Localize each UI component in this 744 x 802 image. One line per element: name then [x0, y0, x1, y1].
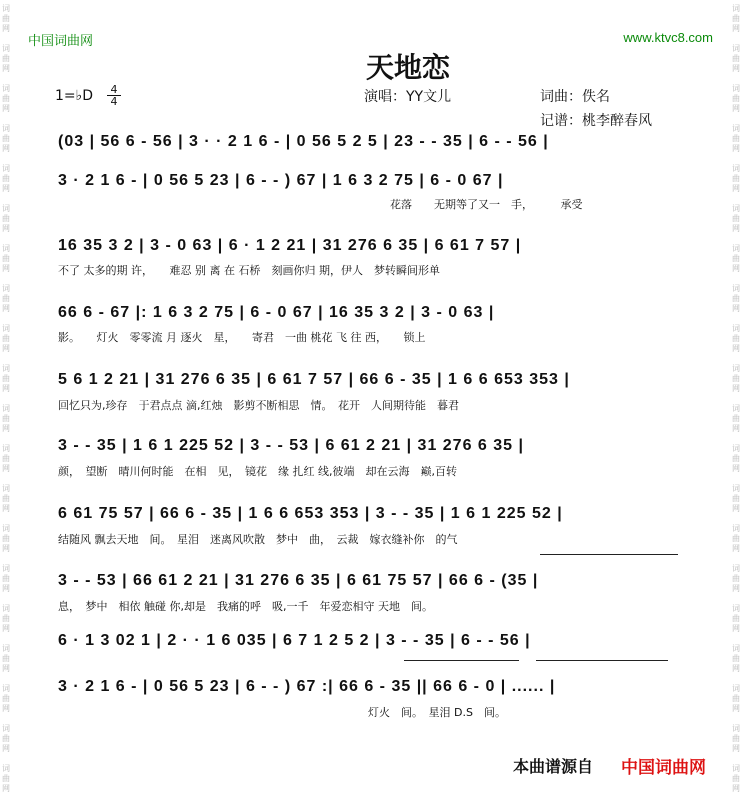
- watermark-char: 网: [732, 504, 740, 513]
- watermark-group: [2, 484, 12, 514]
- watermark-char: 曲: [732, 574, 740, 583]
- watermark-char: 网: [2, 104, 10, 113]
- watermark-char: 曲: [732, 374, 740, 383]
- watermark-group: [732, 124, 742, 154]
- watermark-char: 网: [732, 624, 740, 633]
- watermark-char: 曲: [732, 534, 740, 543]
- watermark-group: [2, 644, 12, 674]
- score-line-8-lyrics: 息， 梦中 相依 触碰 你,却是 我痛的呼 吸,一千 年爱恋相守 天地 间。: [58, 600, 433, 613]
- watermark-char: 网: [2, 704, 10, 713]
- watermark-char: 网: [2, 584, 10, 593]
- score-line-2-lyrics: 花落 无期等了又一 手， 承受: [390, 198, 583, 211]
- watermark-group: [732, 604, 742, 634]
- watermark-char: 网: [732, 264, 740, 273]
- watermark-group: [732, 644, 742, 674]
- watermark-char: 词: [732, 404, 740, 413]
- watermark-char: 网: [2, 224, 10, 233]
- watermark-char: 词: [2, 364, 10, 373]
- watermark-group: [2, 164, 12, 194]
- watermark-char: 曲: [732, 54, 740, 63]
- watermark-char: 曲: [2, 174, 10, 183]
- watermark-char: 词: [732, 84, 740, 93]
- watermark-char: 网: [2, 784, 10, 793]
- watermark-char: 词: [2, 284, 10, 293]
- watermark-group: [732, 204, 742, 234]
- watermark-char: 曲: [732, 214, 740, 223]
- watermark-group: [732, 164, 742, 194]
- watermark-group: [732, 244, 742, 274]
- watermark-char: 词: [732, 204, 740, 213]
- left-watermark: [2, 0, 12, 794]
- singer: 演唱：YY文儿: [364, 89, 452, 105]
- watermark-group: [2, 444, 12, 474]
- watermark-char: 网: [2, 744, 10, 753]
- score-line-6-notes: 3 - - 35 | 1 6 1 225 52 | 3 - - 53 | 6 61 2 21 | 31 276 6 35 |: [58, 437, 524, 454]
- watermark-char: 曲: [2, 134, 10, 143]
- watermark-char: 网: [732, 64, 740, 73]
- watermark-char: 网: [732, 424, 740, 433]
- key-signature: 1=♭D: [55, 88, 94, 104]
- watermark-char: 网: [2, 624, 10, 633]
- watermark-char: 曲: [2, 574, 10, 583]
- watermark-char: 曲: [2, 494, 10, 503]
- watermark-char: 词: [732, 364, 740, 373]
- watermark-char: 网: [732, 224, 740, 233]
- footer-source-label: 本曲谱源自: [513, 757, 594, 776]
- watermark-char: 词: [732, 44, 740, 53]
- watermark-group: [2, 284, 12, 314]
- watermark-char: 曲: [732, 614, 740, 623]
- score-line-1-notes: (03 | 56 6 - 56 | 3 · · 2 1 6 - | 0 56 5 2 5 | 23 - - 35 | 6 - - 56 |: [58, 133, 549, 150]
- watermark-char: 词: [732, 684, 740, 693]
- score-line-6-lyrics: 颜， 望断 晴川何时能 在相 见， 镜花 缘 扎红 线,彼端 却在云海 巅,百转: [58, 465, 457, 478]
- score-line-2-notes: 3 · 2 1 6 - | 0 56 5 23 | 6 - - ) 67 | 1 6 3 2 75 | 6 - 0 67 |: [58, 172, 504, 189]
- watermark-char: 网: [732, 704, 740, 713]
- watermark-char: 网: [2, 24, 10, 33]
- watermark-char: 网: [732, 184, 740, 193]
- watermark-char: 词: [2, 724, 10, 733]
- watermark-char: 词: [2, 764, 10, 773]
- watermark-char: 曲: [732, 254, 740, 263]
- watermark-group: [732, 524, 742, 554]
- watermark-char: 词: [732, 644, 740, 653]
- watermark-group: [732, 764, 742, 794]
- score-line-4-notes: 66 6 - 67 |: 1 6 3 2 75 | 6 - 0 67 | 16 35 3 2 | 3 - 0 63 |: [58, 304, 495, 321]
- score-line-3-notes: 16 35 3 2 | 3 - 0 63 | 6 · 1 2 21 | 31 276 6 35 | 6 61 7 57 |: [58, 237, 522, 254]
- watermark-char: 词: [732, 564, 740, 573]
- watermark-char: 曲: [732, 734, 740, 743]
- score-line-3-lyrics: 不了 太多的期 许， 难忍 别 离 在 石桥 刻画你归 期，伊人 梦转瞬间形单: [58, 264, 440, 277]
- watermark-char: 网: [2, 64, 10, 73]
- watermark-char: 曲: [732, 494, 740, 503]
- watermark-char: 曲: [2, 94, 10, 103]
- watermark-char: 曲: [2, 454, 10, 463]
- watermark-char: 词: [2, 644, 10, 653]
- watermark-char: 网: [2, 424, 10, 433]
- song-title: 天地恋: [366, 51, 451, 84]
- watermark-char: 词: [2, 404, 10, 413]
- watermark-group: [2, 84, 12, 114]
- watermark-char: 词: [732, 604, 740, 613]
- watermark-group: [732, 444, 742, 474]
- watermark-char: 词: [732, 444, 740, 453]
- watermark-char: 词: [732, 764, 740, 773]
- watermark-char: 曲: [2, 414, 10, 423]
- time-signature: [107, 84, 121, 107]
- score-line-5-lyrics: 回忆只为,珍存 于君点点 滴,红烛 影剪不断相思 情。 花开 人间期待能 暮君: [58, 399, 459, 412]
- watermark-char: 网: [732, 384, 740, 393]
- watermark-char: 曲: [2, 374, 10, 383]
- watermark-char: 曲: [2, 334, 10, 343]
- watermark-char: 网: [732, 784, 740, 793]
- watermark-group: [2, 244, 12, 274]
- score-line-9-notes: 6 · 1 3 02 1 | 2 · · 1 6 035 | 6 7 1 2 5 2 | 3 - - 35 | 6 - - 56 |: [58, 632, 531, 649]
- watermark-group: [732, 484, 742, 514]
- watermark-char: 网: [732, 304, 740, 313]
- watermark-group: [732, 364, 742, 394]
- watermark-char: 曲: [732, 94, 740, 103]
- volta-bracket-3: [536, 660, 668, 661]
- right-watermark: [732, 0, 742, 794]
- watermark-char: 词: [732, 324, 740, 333]
- watermark-char: 曲: [732, 654, 740, 663]
- watermark-char: 网: [2, 184, 10, 193]
- volta-bracket-2: [404, 660, 519, 661]
- watermark-char: 词: [2, 204, 10, 213]
- composer: 词曲：佚名: [540, 89, 610, 105]
- time-bottom: 4: [110, 95, 118, 108]
- watermark-char: 曲: [732, 414, 740, 423]
- watermark-char: 网: [732, 544, 740, 553]
- watermark-group: [2, 124, 12, 154]
- watermark-char: 词: [2, 84, 10, 93]
- watermark-group: [732, 404, 742, 434]
- watermark-char: 曲: [2, 54, 10, 63]
- score-line-10-lyrics: 灯火 间。 星泪 D.S 间。: [368, 706, 506, 719]
- time-top: 4: [107, 84, 121, 96]
- watermark-group: [732, 724, 742, 754]
- watermark-char: 词: [2, 4, 10, 13]
- watermark-char: 词: [732, 484, 740, 493]
- watermark-char: 词: [2, 44, 10, 53]
- watermark-char: 网: [732, 24, 740, 33]
- site-url[interactable]: www.ktvc8.com: [623, 30, 713, 45]
- watermark-char: 词: [732, 524, 740, 533]
- watermark-char: 词: [732, 284, 740, 293]
- watermark-char: 曲: [2, 14, 10, 23]
- watermark-char: 曲: [732, 134, 740, 143]
- watermark-char: 曲: [732, 334, 740, 343]
- watermark-char: 曲: [2, 254, 10, 263]
- watermark-char: 曲: [732, 774, 740, 783]
- watermark-char: 网: [2, 384, 10, 393]
- watermark-group: [732, 684, 742, 714]
- watermark-char: 词: [2, 444, 10, 453]
- watermark-char: 词: [2, 684, 10, 693]
- watermark-group: [2, 524, 12, 554]
- watermark-group: [2, 404, 12, 434]
- watermark-char: 词: [2, 564, 10, 573]
- transcriber: 记谱：桃李醉春风: [540, 113, 652, 129]
- watermark-group: [732, 284, 742, 314]
- watermark-char: 网: [2, 344, 10, 353]
- watermark-char: 词: [2, 524, 10, 533]
- watermark-char: 网: [2, 144, 10, 153]
- score-line-8-notes: 3 - - 53 | 66 61 2 21 | 31 276 6 35 | 6 61 75 57 | 66 6 - (35 |: [58, 572, 539, 589]
- watermark-char: 词: [732, 244, 740, 253]
- watermark-group: [2, 764, 12, 794]
- watermark-group: [2, 44, 12, 74]
- watermark-char: 网: [2, 504, 10, 513]
- watermark-char: 词: [2, 244, 10, 253]
- watermark-char: 曲: [732, 174, 740, 183]
- watermark-char: 曲: [2, 294, 10, 303]
- watermark-char: 网: [732, 104, 740, 113]
- watermark-group: [732, 84, 742, 114]
- watermark-char: 网: [2, 664, 10, 673]
- watermark-char: 曲: [2, 694, 10, 703]
- watermark-group: [732, 44, 742, 74]
- watermark-group: [2, 204, 12, 234]
- score-line-10-notes: 3 · 2 1 6 - | 0 56 5 23 | 6 - - ) 67 :| 66 6 - 35 || 66 6 - 0 | ...... |: [58, 678, 556, 695]
- watermark-group: [2, 4, 12, 34]
- watermark-char: 曲: [732, 694, 740, 703]
- watermark-char: 网: [2, 264, 10, 273]
- watermark-char: 词: [2, 324, 10, 333]
- watermark-char: 曲: [2, 614, 10, 623]
- watermark-group: [732, 4, 742, 34]
- watermark-char: 曲: [2, 534, 10, 543]
- watermark-char: 曲: [2, 774, 10, 783]
- watermark-char: 词: [732, 724, 740, 733]
- watermark-group: [2, 564, 12, 594]
- watermark-group: [732, 324, 742, 354]
- watermark-char: 曲: [732, 294, 740, 303]
- watermark-char: 曲: [2, 734, 10, 743]
- watermark-char: 词: [732, 164, 740, 173]
- watermark-char: 曲: [732, 14, 740, 23]
- watermark-group: [2, 604, 12, 634]
- footer-source-site[interactable]: 中国词曲网: [621, 758, 706, 778]
- watermark-char: 词: [2, 604, 10, 613]
- watermark-char: 词: [732, 124, 740, 133]
- watermark-char: 词: [2, 484, 10, 493]
- watermark-char: 词: [2, 124, 10, 133]
- watermark-char: 网: [732, 344, 740, 353]
- watermark-char: 网: [732, 464, 740, 473]
- watermark-char: 网: [2, 544, 10, 553]
- score-line-5-notes: 5 6 1 2 21 | 31 276 6 35 | 6 61 7 57 | 66 6 - 35 | 1 6 6 653 353 |: [58, 371, 570, 388]
- watermark-char: 网: [2, 464, 10, 473]
- watermark-char: 词: [732, 4, 740, 13]
- watermark-char: 网: [732, 584, 740, 593]
- watermark-char: 网: [2, 304, 10, 313]
- watermark-group: [2, 324, 12, 354]
- watermark-char: 网: [732, 664, 740, 673]
- watermark-char: 网: [732, 144, 740, 153]
- score-line-7-notes: 6 61 75 57 | 66 6 - 35 | 1 6 6 653 353 | 3 - - 35 | 1 6 1 225 52 |: [58, 505, 563, 522]
- watermark-char: 曲: [2, 654, 10, 663]
- score-line-7-lyrics: 结随风 飘去天地 间。 星泪 迷离风吹散 梦中 曲， 云裁 嫁衣缝补你 的气: [58, 533, 458, 546]
- watermark-char: 曲: [2, 214, 10, 223]
- watermark-group: [2, 724, 12, 754]
- watermark-group: [2, 684, 12, 714]
- volta-bracket-1: [540, 554, 678, 555]
- watermark-char: 词: [2, 164, 10, 173]
- watermark-group: [2, 364, 12, 394]
- watermark-char: 曲: [732, 454, 740, 463]
- watermark-char: 网: [732, 744, 740, 753]
- site-name[interactable]: 中国词曲网: [28, 34, 94, 49]
- score-line-4-lyrics: 影。 灯火 零零流 月 逐火 星， 寄君 一曲 桃花 飞 往 西， 锁上: [58, 331, 426, 344]
- watermark-group: [732, 564, 742, 594]
